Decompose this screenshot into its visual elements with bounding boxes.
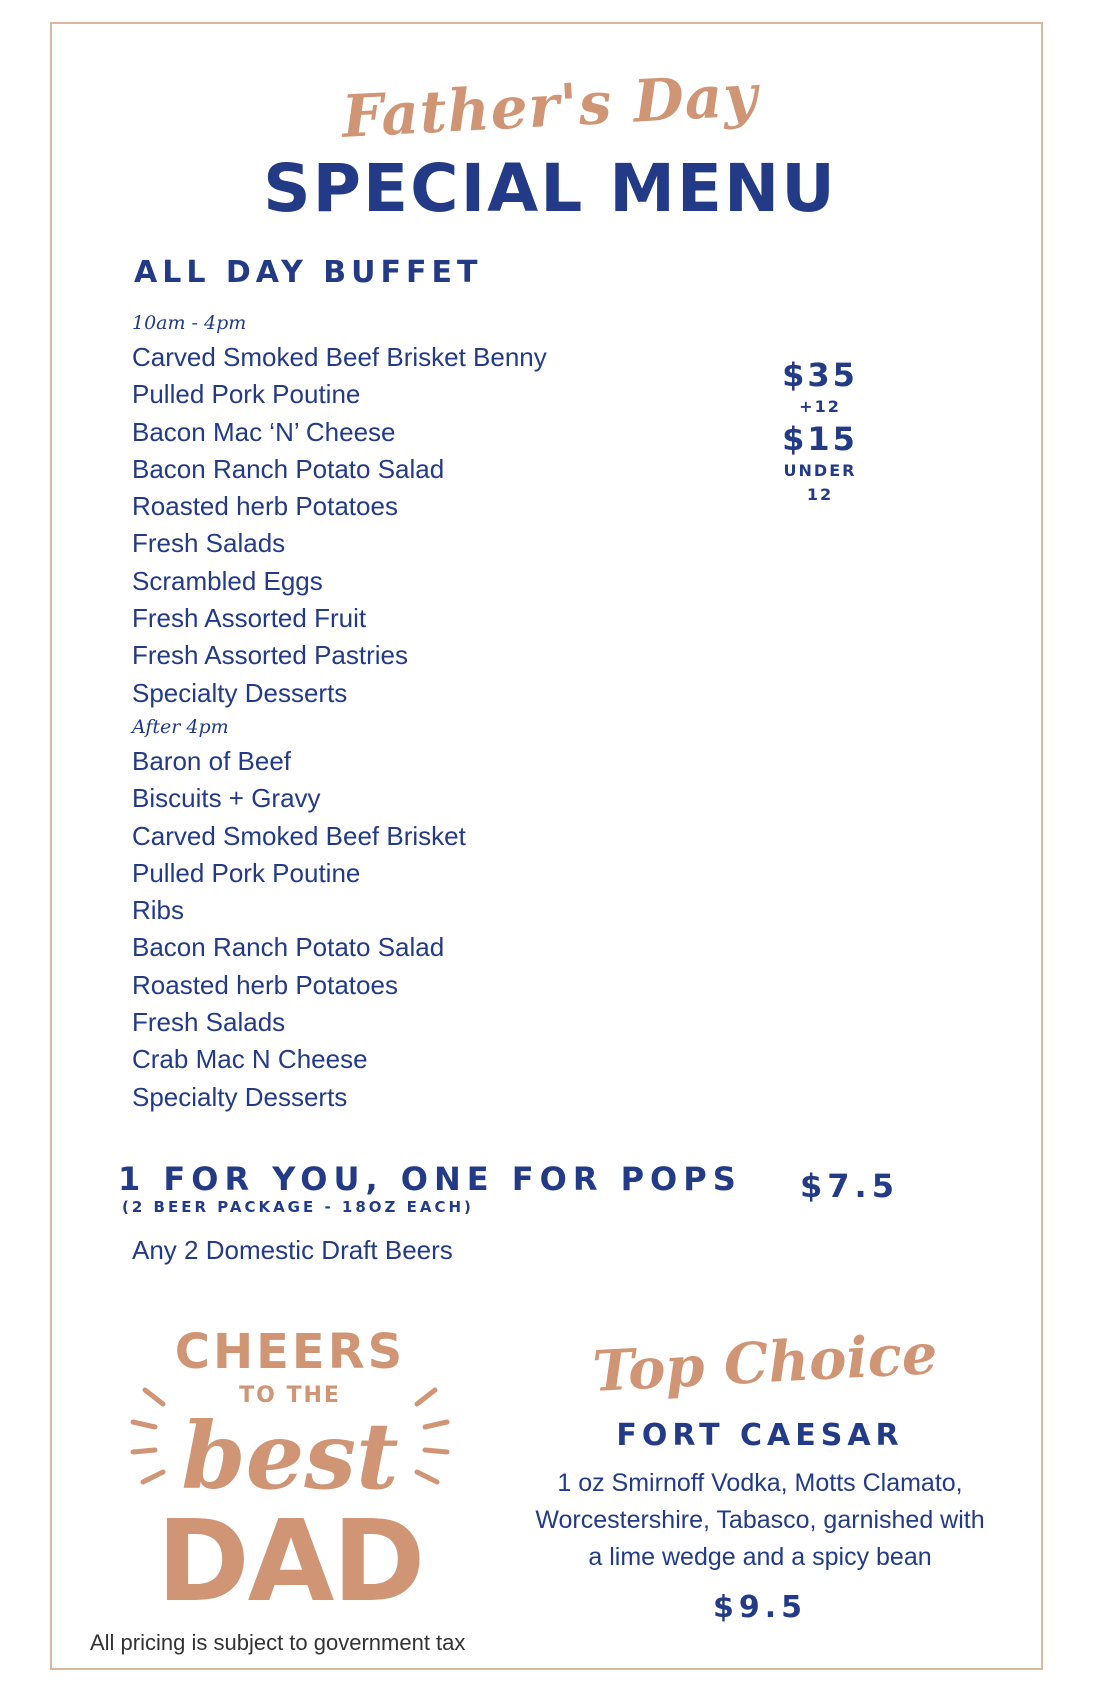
menu-item: Crab Mac N Cheese	[132, 1044, 368, 1075]
menu-item: Pulled Pork Poutine	[132, 379, 361, 410]
top-choice-script-title: Top Choice	[591, 1321, 939, 1405]
menu-item: Pulled Pork Poutine	[132, 857, 361, 888]
menu-item: Fresh Salads	[132, 1007, 286, 1038]
tax-note: All pricing is subject to government tax	[90, 1630, 466, 1655]
cheers-best-dad-graphic	[125, 1310, 455, 1630]
to-the-text: TO THE	[239, 1383, 341, 1408]
adult-price-label: +12	[799, 397, 841, 416]
menu-item: Scrambled Eggs	[132, 565, 323, 596]
menu-item: Biscuits + Gravy	[132, 783, 321, 814]
special-menu-title: SPECIAL MENU	[263, 150, 837, 227]
buffet-menu-list	[132, 308, 547, 1116]
pops-price: $7.5	[800, 1167, 899, 1205]
pops-heading: 1 FOR YOU, ONE FOR POPS	[118, 1160, 742, 1198]
menu-item: Bacon Ranch Potato Salad	[132, 932, 445, 963]
best-text: best	[181, 1402, 399, 1510]
menu-item: Carved Smoked Beef Brisket	[132, 820, 466, 851]
menu-item: Bacon Mac ‘N’ Cheese	[132, 416, 396, 447]
child-price: $15	[782, 420, 858, 458]
drink-description: 1 oz Smirnoff Vodka, Motts Clamato, Worcestershire, Tabasco, garnished with a lime wedge and a spicy bean	[535, 1469, 985, 1571]
menu-item: Specialty Desserts	[132, 677, 348, 708]
dad-text: DAD	[156, 1497, 424, 1627]
buffet-heading: ALL DAY BUFFET	[134, 255, 483, 290]
menu-item: Roasted herb Potatoes	[132, 969, 398, 1000]
pops-item: Any 2 Domestic Draft Beers	[132, 1235, 453, 1265]
child-price-label: UNDER 12	[783, 461, 857, 504]
evening-time-label: After 4pm	[132, 715, 229, 738]
menu-item: Specialty Desserts	[132, 1081, 348, 1112]
menu-item: Ribs	[132, 895, 185, 926]
menu-item: Baron of Beef	[132, 745, 291, 776]
menu-item: Fresh Assorted Pastries	[132, 640, 408, 671]
menu-item: Carved Smoked Beef Brisket Benny	[132, 342, 547, 372]
drink-price: $9.5	[712, 1590, 808, 1625]
menu-item: Fresh Salads	[132, 528, 286, 559]
buffet-price-block	[770, 355, 870, 507]
menu-item: Fresh Assorted Fruit	[132, 603, 367, 634]
pops-subheading: (2 BEER PACKAGE - 18OZ EACH)	[122, 1198, 474, 1216]
menu-item: Roasted herb Potatoes	[132, 491, 398, 522]
drink-name: FORT CAESAR	[616, 1418, 904, 1453]
menu-item: Bacon Ranch Potato Salad	[132, 453, 445, 484]
morning-time-label: 10am - 4pm	[132, 312, 247, 334]
cheers-text: CHEERS	[174, 1324, 406, 1380]
fathers-day-script-title: Father's Day	[340, 61, 760, 151]
adult-price: $35	[782, 356, 858, 394]
